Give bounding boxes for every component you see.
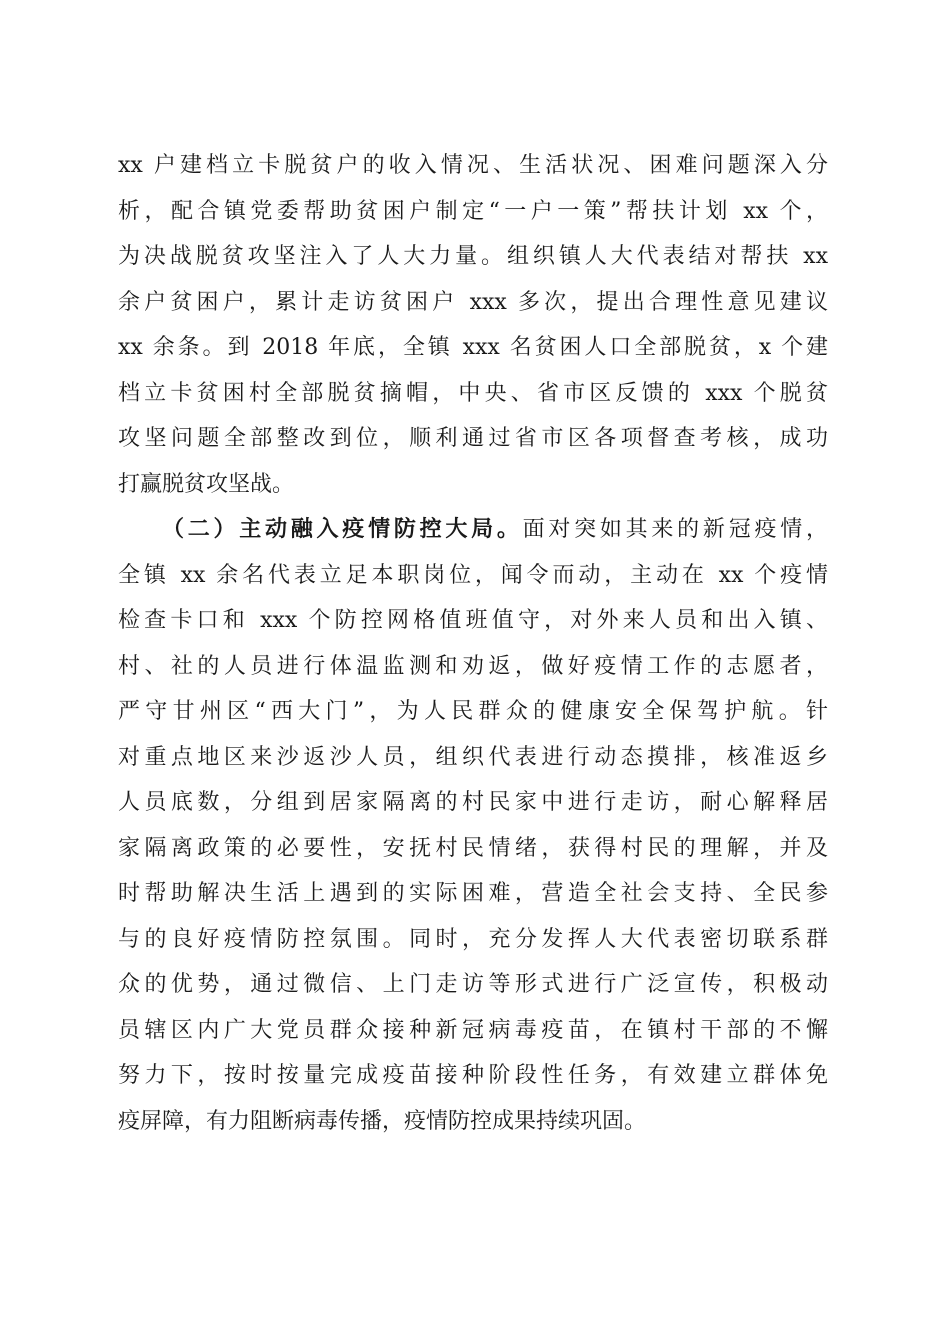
text-line: 努力下，按时按量完成疫苗接种阶段性任务，有效建立群体免	[118, 1063, 828, 1088]
text-line: 村、社的人员进行体温监测和劝返，做好疫情工作的志愿者，	[118, 653, 828, 679]
paragraph-epidemic-prevention	[118, 507, 828, 1144]
text-line: 员辖区内广大党员群众接种新冠病毒疫苗，在镇村干部的不懈	[118, 1017, 828, 1043]
text-line: 严守甘州区“西大门”，为人民群众的健康安全保驾护航。针	[118, 699, 828, 724]
text-line: 全镇 xx 余名代表立足本职岗位，闻令而动，主动在 xx 个疫情	[118, 562, 828, 588]
text-line: 时帮助解决生活上遇到的实际困难，营造全社会支持、全民参	[118, 881, 828, 906]
text-line: 析，配合镇党委帮助贫困户制定“一户一策”帮扶计划 xx 个，	[118, 198, 828, 224]
text-line: 档立卡贫困村全部脱贫摘帽，中央、省市区反馈的 xxx 个脱贫	[118, 380, 828, 406]
text-line: xx 户建档立卡脱贫户的收入情况、生活状况、困难问题深入分	[118, 153, 828, 178]
document-body	[118, 143, 828, 1144]
text-line: 对重点地区来沙返沙人员，组织代表进行动态摸排，核准返乡	[118, 744, 828, 770]
text-line: 与的良好疫情防控氛围。同时，充分发挥人大代表密切联系群	[118, 926, 828, 952]
first-line-text: 面对突如其来的新冠疫情，	[522, 517, 828, 542]
text-line: xx 余条。到 2018 年底，全镇 xxx 名贫困人口全部脱贫，x 个建	[118, 335, 828, 360]
text-line: 疫屏障，有力阻断病毒传播，疫情防控成果持续巩固。	[118, 1108, 647, 1134]
paragraph-poverty-alleviation	[118, 143, 828, 507]
text-line: 众的优势，通过微信、上门走访等形式进行广泛宣传，积极动	[118, 972, 828, 997]
text-line: 攻坚问题全部整改到位，顺利通过省市区各项督查考核，成功	[118, 426, 828, 451]
text-line: 检查卡口和 xxx 个防控网格值班值守，对外来人员和出入镇、	[118, 608, 828, 633]
paragraph-first-line	[118, 507, 828, 553]
text-line: 余户贫困户，累计走访贫困户 xxx 多次，提出合理性意见建议	[118, 289, 828, 315]
text-line: 为决战脱贫攻坚注入了人大力量。组织镇人大代表结对帮扶 xx	[118, 244, 828, 269]
text-line: 家隔离政策的必要性，安抚村民情绪，获得村民的理解，并及	[118, 835, 828, 861]
text-line: 人员底数，分组到居家隔离的村民家中进行走访，耐心解释居	[118, 790, 828, 815]
section-heading: （二）主动融入疫情防控大局。	[162, 516, 523, 542]
text-line: 打赢脱贫攻坚战。	[118, 471, 295, 497]
